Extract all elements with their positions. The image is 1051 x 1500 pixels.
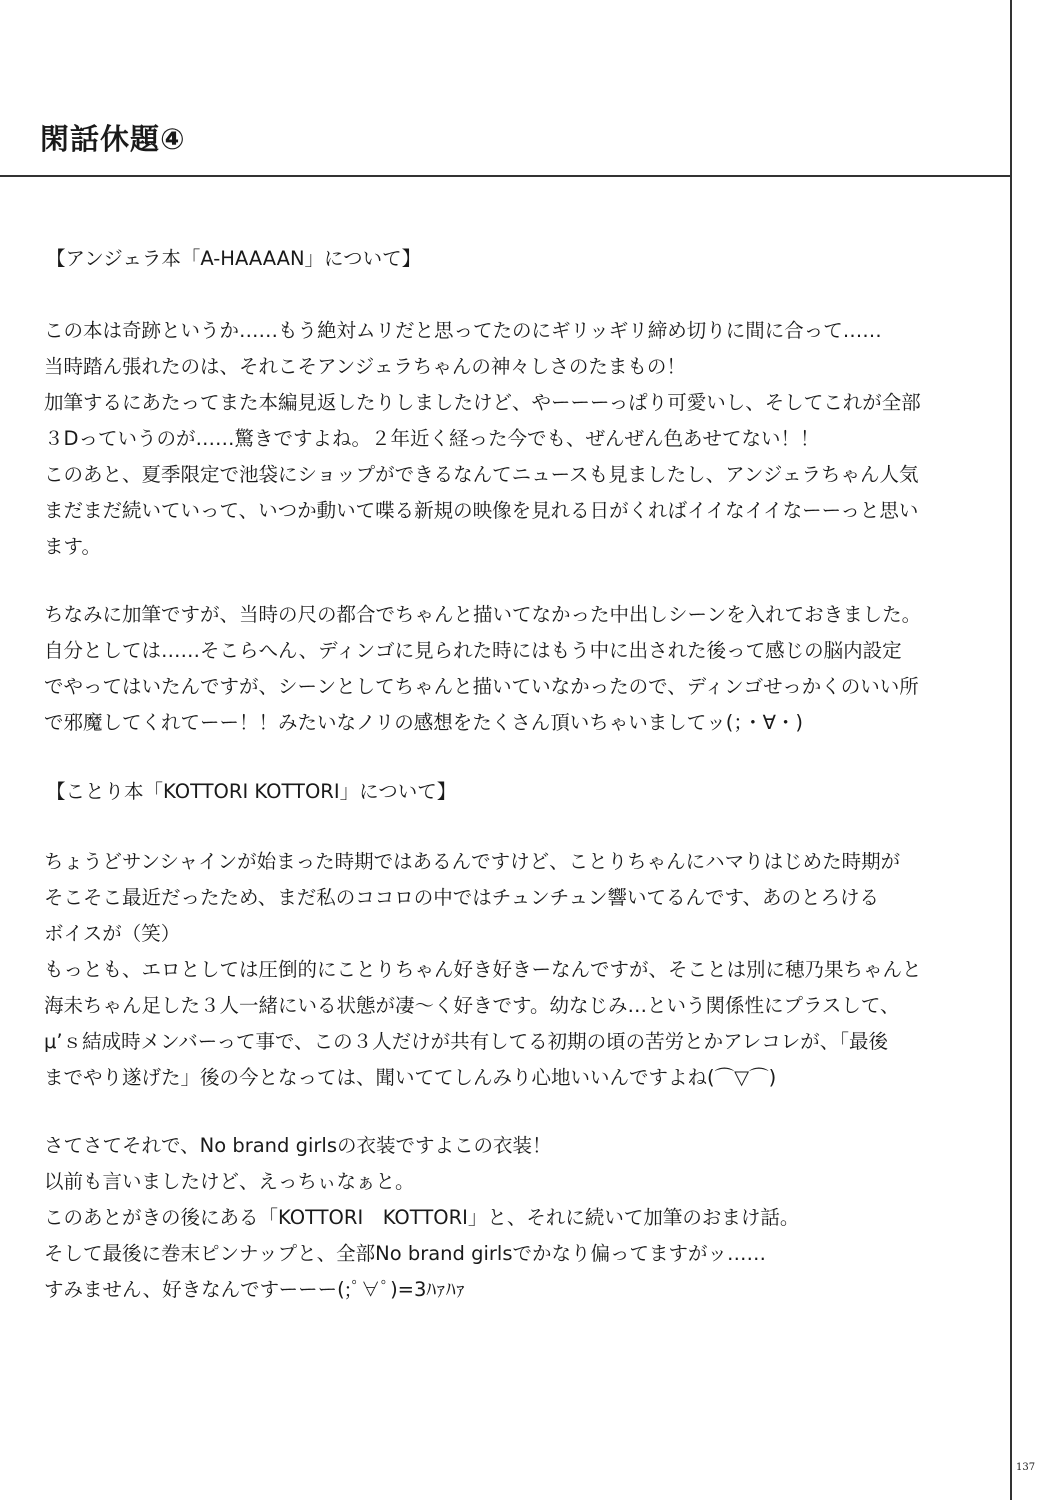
- text-line: で邪魔してくれてーー！！みたいなノリの感想をたくさん頂いちゃいましてッ(；・∀・): [44, 711, 804, 734]
- text-line: までやり遂げた」後の今となっては、聞いててしんみり心地いいんですよね(⌒▽⌒): [44, 1066, 777, 1089]
- page-title: 閑話休題④: [40, 122, 186, 156]
- text-line: ボイスが（笑）: [44, 922, 181, 945]
- text-line: すみません、好きなんですーーー(;ﾟ∀ﾟ)=3ﾊｧﾊｧ: [44, 1278, 466, 1301]
- text-line: 海未ちゃん足した３人一緒にいる状態が凄〜く好きです。幼なじみ…という関係性にプラスして、: [44, 994, 900, 1017]
- section-heading: 【アンジェラ本「A-HAAAAN」について】: [46, 247, 422, 270]
- text-line: このあとがきの後にある「KOTTORI KOTTORI」と、それに続いて加筆のおまけ話。: [44, 1206, 800, 1229]
- text-line: まだまだ続いていって、いつか動いて喋る新規の映像を見れる日がくればイイなイイなーーっと思い: [44, 499, 919, 522]
- text-line: さてさてそれで、No brand girlsの衣装ですよこの衣装！: [44, 1134, 552, 1157]
- text-line: 当時踏ん張れたのは、それこそアンジェラちゃんの神々しさのたまもの！: [44, 355, 686, 378]
- text-line: そこそこ最近だったため、まだ私のココロの中ではチュンチュン響いてるんです、あのとろける: [44, 886, 879, 909]
- text-line: ちなみに加筆ですが、当時の尺の都合でちゃんと描いてなかった中出しシーンを入れておきました。: [44, 603, 922, 626]
- text-line: 加筆するにあたってまた本編見返したりしましたけど、やーーーっぱり可愛いし、そしてこれが全部: [44, 391, 921, 414]
- text-line: μ’ｓ結成時メンバーって事で、この３人だけが共有してる初期の頃の苦労とかアレコレが、「最後: [44, 1030, 889, 1053]
- text-line: 自分としては……そこらへん、ディンゴに見られた時にはもう中に出された後って感じの脳内設定: [44, 639, 902, 662]
- text-line: そして最後に巻末ピンナップと、全部No brand girlsでかなり偏ってますがッ……: [44, 1242, 766, 1265]
- text-line: このあと、夏季限定で池袋にショップができるなんてニュースも見ましたし、アンジェラちゃん人気: [44, 463, 919, 486]
- text-line: もっとも、エロとしては圧倒的にことりちゃん好き好きーなんですが、そことは別に穂乃果ちゃんと: [44, 958, 922, 981]
- page-number: 137: [1016, 1462, 1036, 1473]
- text-line: 以前も言いましたけど、えっちぃなぁと。: [44, 1170, 415, 1193]
- text-line: ちょうどサンシャインが始まった時期ではあるんですけど、ことりちゃんにハマりはじめた時期が: [44, 850, 901, 873]
- text-line: ３Dっていうのが……驚きですよね。２年近く経った今でも、ぜんぜん色あせてない！！: [44, 427, 820, 450]
- right-border-line: [1010, 0, 1012, 1500]
- text-line: ます。: [44, 535, 101, 558]
- section-heading: 【ことり本「KOTTORI KOTTORI」について】: [46, 780, 457, 803]
- text-line: でやってはいたんですが、シーンとしてちゃんと描いていなかったので、ディンゴせっかくのいい所: [44, 675, 919, 698]
- title-divider: [0, 175, 1012, 177]
- text-line: この本は奇跡というか……もう絶対ムリだと思ってたのにギリッギリ締め切りに間に合って……: [44, 319, 882, 342]
